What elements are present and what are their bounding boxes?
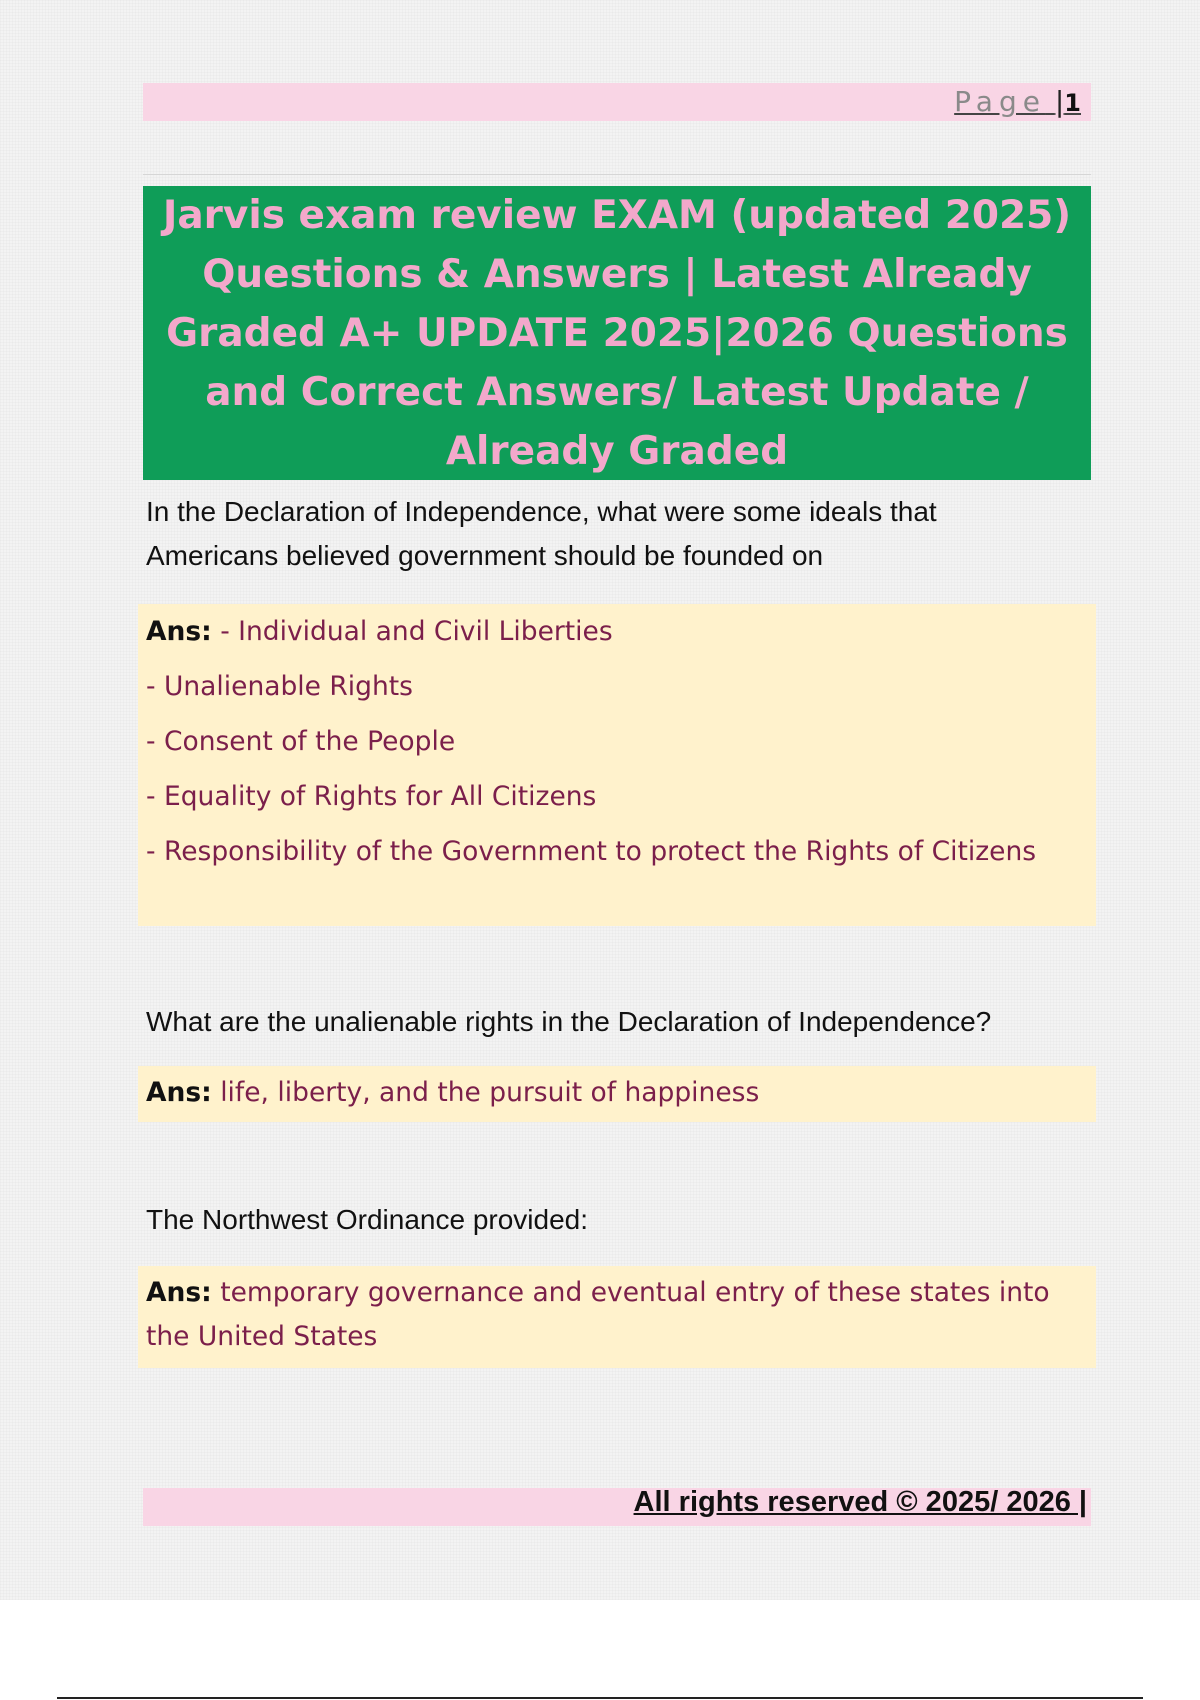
answer-text: temporary governance and eventual entry of these states into the United States bbox=[146, 1277, 1050, 1352]
question-2: What are the unalienable rights in the Declaration of Independence? bbox=[146, 1006, 992, 1037]
answer-line: - Equality of Rights for All Citizens bbox=[146, 781, 597, 812]
answer-label: Ans: bbox=[146, 1077, 212, 1108]
answer-line bbox=[146, 610, 1088, 654]
answer-line: - Responsibility of the Government to protect the Rights of Citizens bbox=[146, 836, 1037, 867]
bottom-divider bbox=[57, 1697, 1143, 1699]
answer-box-3 bbox=[138, 1266, 1096, 1368]
answer-text: life, liberty, and the pursuit of happiness bbox=[220, 1077, 760, 1108]
title-banner bbox=[143, 186, 1091, 480]
copyright-notice: All rights reserved © 2025/ 2026 | bbox=[633, 1486, 1087, 1518]
answer-line: - Consent of the People bbox=[146, 726, 456, 757]
page-footer-bar bbox=[143, 1488, 1091, 1526]
page-number: 1 bbox=[1064, 89, 1081, 117]
question-1: In the Declaration of Independence, what were some ideals that Americans believed government should be founded on bbox=[146, 496, 937, 571]
page-label: Page bbox=[954, 85, 1046, 118]
answer-line bbox=[146, 1071, 1088, 1115]
answer-box-1 bbox=[138, 604, 1096, 926]
question-3: The Northwest Ordinance provided: bbox=[146, 1204, 588, 1235]
page-header-bar bbox=[143, 83, 1091, 121]
page-number-indicator bbox=[954, 85, 1081, 118]
answer-box-2 bbox=[138, 1066, 1096, 1122]
page-separator: | bbox=[1054, 85, 1065, 118]
header-divider bbox=[143, 174, 1091, 175]
answer-line: - Unalienable Rights bbox=[146, 671, 413, 702]
answer-label: Ans: bbox=[146, 616, 212, 647]
answer-line bbox=[146, 1271, 1088, 1359]
document-title: Jarvis exam review EXAM (updated 2025) Questions & Answers | Latest Already Graded A+ UPDATE 2025|2026 Questions and Correct Answers/ Latest Update / Already Graded bbox=[162, 192, 1072, 474]
answer-label: Ans: bbox=[146, 1277, 212, 1308]
answer-text: - Individual and Civil Liberties bbox=[220, 616, 613, 647]
